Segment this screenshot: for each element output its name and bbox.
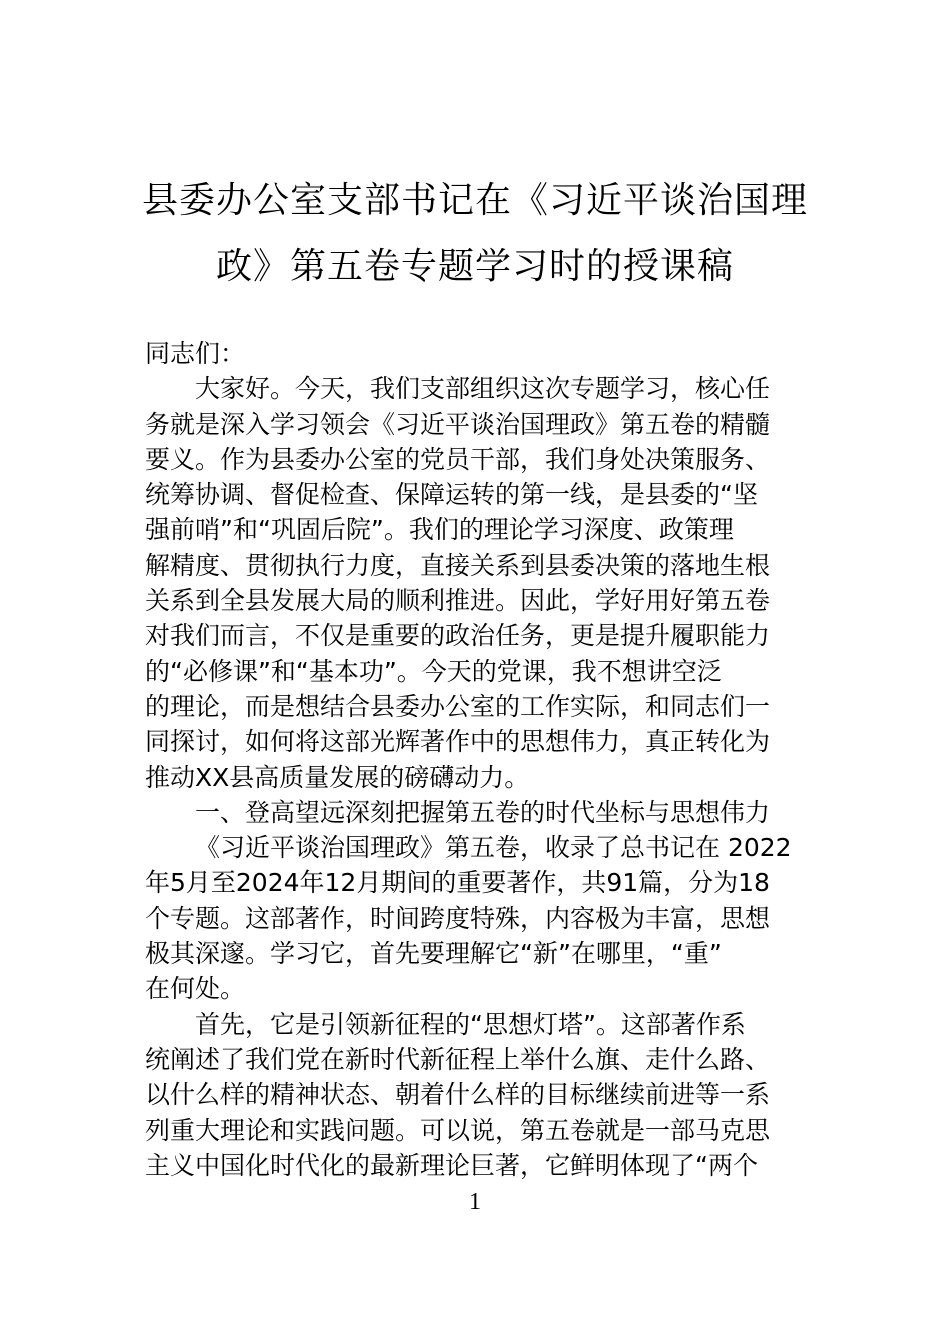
paragraph-line: 首先，它是引领新征程的“思想灯塔”。这部著作系 xyxy=(195,1009,746,1039)
paragraph-line: 同探讨，如何将这部光辉著作中的思想伟力，真正转化为 xyxy=(145,727,771,757)
paragraph-line: 要义。作为县委办公室的党员干部，我们身处决策服务、 xyxy=(145,444,771,474)
paragraph-line: 推动XX县高质量发展的磅礴动力。 xyxy=(145,762,530,792)
paragraph-line: 统筹协调、督促检查、保障运转的第一线，是县委的“坚 xyxy=(145,480,758,510)
title-line: 县委办公室支部书记在《习近平谈治国理 xyxy=(141,180,808,221)
paragraph-line: 关系到全县发展大局的顺利推进。因此，学好用好第五卷 xyxy=(145,586,771,616)
paragraph-line: 《习近平谈治国理政》第五卷，收录了总书记在 2022 xyxy=(195,833,792,863)
paragraph-line: 务就是深入学习领会《习近平谈治国理政》第五卷的精髓 xyxy=(145,409,771,439)
paragraph-line: 的“必修课”和“基本功”。今天的党课，我不想讲空泛 xyxy=(145,656,722,686)
paragraph-line: 年5月至2024年12月期间的重要著作，共91篇，分为18 xyxy=(145,868,770,898)
paragraph-line: 大家好。今天，我们支部组织这次专题学习，核心任 xyxy=(195,374,771,404)
paragraph-line: 列重大理论和实践问题。可以说，第五卷就是一部马克思 xyxy=(145,1115,771,1145)
paragraph-line: 个专题。这部著作，时间跨度特殊，内容极为丰富，思想 xyxy=(145,903,771,933)
paragraph-line: 对我们而言，不仅是重要的政治任务，更是提升履职能力 xyxy=(145,621,771,651)
section-heading: 一、登高望远深刻把握第五卷的时代坐标与思想伟力 xyxy=(195,797,771,827)
paragraph-line: 解精度、贯彻执行力度，直接关系到县委决策的落地生根 xyxy=(145,550,771,580)
document-title xyxy=(140,168,810,300)
paragraph-line: 以什么样的精神状态、朝着什么样的目标继续前进等一系 xyxy=(145,1080,771,1110)
paragraph-line: 强前哨”和“巩固后院”。我们的理论学习深度、政策理 xyxy=(145,515,734,545)
paragraph-line: 的理论，而是想结合县委办公室的工作实际，和同志们一 xyxy=(145,691,771,721)
paragraph-line: 统阐述了我们党在新时代新征程上举什么旗、走什么路、 xyxy=(145,1044,771,1074)
page-number: 1 xyxy=(469,1189,481,1215)
title-line: 政》第五卷专题学习时的授课稿 xyxy=(215,246,734,287)
paragraph-line: 主义中国化时代化的最新理论巨著，它鲜明体现了“两个 xyxy=(145,1150,758,1180)
paragraph-line: 极其深邃。学习它，首先要理解它“新”在哪里，“重” xyxy=(145,939,722,969)
salutation: 同志们： xyxy=(145,339,246,368)
document-body xyxy=(145,336,807,1183)
paragraph-line: 在何处。 xyxy=(145,974,246,1004)
